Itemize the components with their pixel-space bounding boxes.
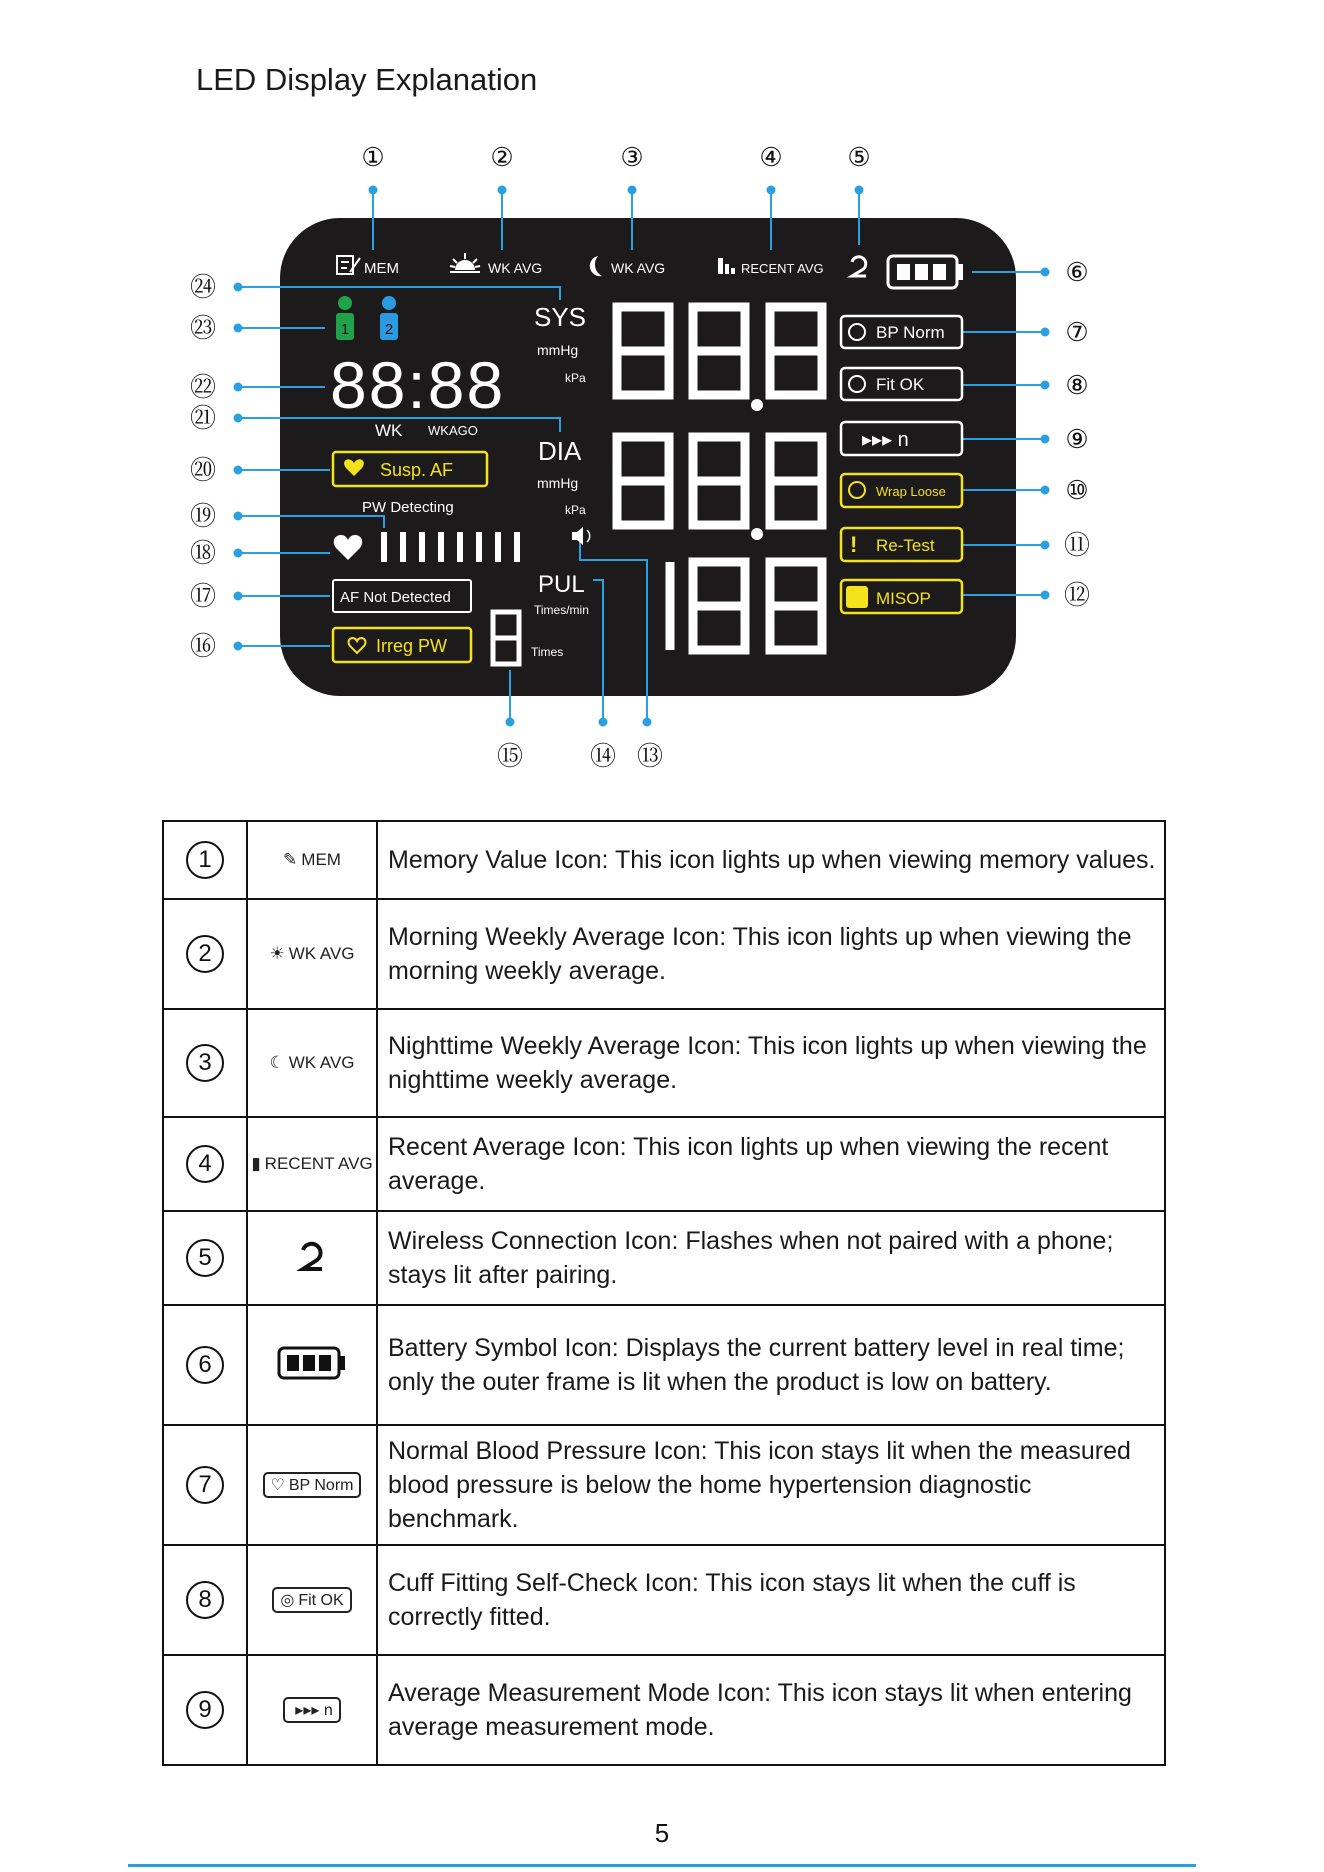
susp-af-label: Susp. AF <box>380 460 454 480</box>
exclamation-icon: ! <box>850 532 858 557</box>
legend-row <box>163 1545 1165 1655</box>
legend-number-cell <box>163 1425 247 1545</box>
legend-number-cell <box>163 899 247 1009</box>
legend-icon-cell <box>247 821 377 899</box>
pw-detecting-label: PW Detecting <box>362 499 454 516</box>
legend-row <box>163 1009 1165 1117</box>
callout-17: ⑰ <box>189 581 217 611</box>
legend-number-cell <box>163 1305 247 1425</box>
legend-table <box>162 820 1166 1766</box>
led-display-diagram <box>0 0 1324 800</box>
fit-ok-label: Fit OK <box>876 375 925 394</box>
wk-label: WK <box>375 421 403 440</box>
wk-night-label: WK AVG <box>611 260 666 276</box>
callout-13: ⑬ <box>636 741 664 771</box>
legend-icon-label: MEM <box>301 850 341 869</box>
sys-unit-kpa: kPa <box>565 371 586 385</box>
legend-description: Average Measurement Mode Icon: This icon stays lit when entering average measurement mode. <box>377 1655 1165 1765</box>
legend-number: 7 <box>186 1466 224 1504</box>
legend-number: 5 <box>186 1239 224 1277</box>
legend-description: Normal Blood Pressure Icon: This icon stays lit when the measured blood pressure is below the home hypertension diagnostic benchmark. <box>377 1425 1165 1545</box>
legend-row <box>163 1425 1165 1545</box>
legend-number-cell <box>163 1117 247 1211</box>
user-1-number: 1 <box>340 321 350 338</box>
legend-icon-label: BP Norm <box>288 1477 354 1494</box>
legend-number: 3 <box>186 1044 224 1082</box>
dia-label: DIA <box>538 436 582 466</box>
bp-norm-label: BP Norm <box>876 323 945 342</box>
wkago-label: WKAGO <box>428 423 478 438</box>
callout-4: ④ <box>759 142 783 172</box>
legend-description: Cuff Fitting Self-Check Icon: This icon stays lit when the cuff is correctly fitted. <box>377 1545 1165 1655</box>
legend-row <box>163 1655 1165 1765</box>
clock-digits: 88:88 <box>330 348 506 422</box>
legend-number: 9 <box>186 1691 224 1729</box>
sunrise-icon: ☀ <box>269 944 285 963</box>
legend-description: Battery Symbol Icon: Displays the current battery level in real time; only the outer frame is lit when the product is low on battery. <box>377 1305 1165 1425</box>
legend-icon-cell <box>247 1009 377 1117</box>
legend-description: Morning Weekly Average Icon: This icon lights up when viewing the morning weekly average. <box>377 899 1165 1009</box>
wk-morning-label: WK AVG <box>488 260 543 276</box>
legend-number: 4 <box>186 1145 224 1183</box>
misop-label: MISOP <box>876 589 931 608</box>
legend-icon-box <box>263 1472 362 1498</box>
legend-number: 1 <box>186 841 224 879</box>
callout-3: ③ <box>620 142 644 172</box>
callout-14: ⑭ <box>589 741 617 771</box>
recent-avg-label: RECENT AVG <box>741 261 824 276</box>
callout-2: ② <box>490 142 514 172</box>
legend-icon-cell <box>247 1117 377 1211</box>
legend-number: 2 <box>186 935 224 973</box>
legend-icon-label: ▸▸▸ n <box>295 1702 333 1719</box>
callout-9: ⑨ <box>1065 424 1089 454</box>
callout-7: ⑦ <box>1065 317 1089 347</box>
irreg-pw-label: Irreg PW <box>376 636 448 656</box>
sys-unit-mmhg: mmHg <box>537 342 579 358</box>
moon-icon: ☾ <box>269 1053 285 1072</box>
page-number: 5 <box>654 1818 670 1848</box>
legend-icon-cell <box>247 1211 377 1305</box>
bar-chart-icon: ▮ <box>251 1154 261 1173</box>
legend-icon-cell <box>247 1545 377 1655</box>
legend-icon-label: RECENT AVG <box>264 1154 373 1173</box>
callout-21: ㉑ <box>189 403 217 433</box>
callout-11: ⑪ <box>1063 530 1091 560</box>
dia-unit-kpa: kPa <box>565 503 586 517</box>
callout-10: ⑩ <box>1065 475 1089 505</box>
callout-8: ⑧ <box>1065 370 1089 400</box>
wrap-loose-label: Wrap Loose <box>876 484 946 499</box>
pul-label: PUL <box>538 571 585 598</box>
legend-row <box>163 899 1165 1009</box>
legend-icon-label: Fit OK <box>298 1592 344 1609</box>
legend-icon-label: WK AVG <box>288 944 355 963</box>
legend-number-cell <box>163 1655 247 1765</box>
legend-icon-box <box>272 1587 351 1613</box>
callout-15: ⑮ <box>496 741 524 771</box>
sys-label: SYS <box>534 302 587 332</box>
times-label: Times <box>531 645 564 659</box>
user-1-icon <box>336 296 354 340</box>
legend-icon-cell <box>247 899 377 1009</box>
footer-rule <box>128 1864 1196 1867</box>
callout-16: ⑯ <box>189 631 217 661</box>
legend-description: Memory Value Icon: This icon lights up when viewing memory values. <box>377 821 1165 899</box>
callout-12: ⑫ <box>1063 580 1091 610</box>
legend-description: Nighttime Weekly Average Icon: This icon lights up when viewing the nighttime weekly average. <box>377 1009 1165 1117</box>
legend-icon-box <box>283 1697 340 1723</box>
callout-23: ㉓ <box>189 313 217 343</box>
legend-row <box>163 1211 1165 1305</box>
af-not-detected-label: AF Not Detected <box>340 589 451 606</box>
re-test-label: Re-Test <box>876 536 935 555</box>
legend-description: Wireless Connection Icon: Flashes when not paired with a phone; stays lit after pairing. <box>377 1211 1165 1305</box>
callout-18: ⑱ <box>189 538 217 568</box>
user-2-icon <box>380 296 398 340</box>
legend-icon-cell <box>247 1305 377 1425</box>
battery-icon <box>276 1367 348 1386</box>
legend-icon-cell <box>247 1655 377 1765</box>
callout-6: ⑥ <box>1065 257 1089 287</box>
wireless-icon <box>295 1261 329 1280</box>
legend-number: 6 <box>186 1346 224 1384</box>
callout-20: ⑳ <box>189 455 217 485</box>
misop-person-icon <box>846 586 868 608</box>
avg-mode-label: ▸▸▸ n <box>862 429 909 451</box>
legend-row <box>163 1305 1165 1425</box>
dia-unit-mmhg: mmHg <box>537 475 579 491</box>
page-title: LED Display Explanation <box>196 62 538 97</box>
legend-row <box>163 1117 1165 1211</box>
legend-description: Recent Average Icon: This icon lights up when viewing the recent average. <box>377 1117 1165 1211</box>
bp-norm-icon: ♡ <box>270 1477 285 1494</box>
legend-number-cell <box>163 821 247 899</box>
callout-5: ⑤ <box>847 142 871 172</box>
times-min-label: Times/min <box>534 603 589 617</box>
mem-label: MEM <box>364 260 399 277</box>
legend-row <box>163 821 1165 899</box>
callout-19: ⑲ <box>189 501 217 531</box>
legend-number-cell <box>163 1211 247 1305</box>
user-2-number: 2 <box>384 321 394 338</box>
legend-icon-cell <box>247 1425 377 1545</box>
legend-number-cell <box>163 1009 247 1117</box>
legend-icon-label: WK AVG <box>288 1053 355 1072</box>
callout-24: ㉔ <box>189 272 217 302</box>
fit-ok-icon: ◎ <box>280 1592 295 1609</box>
callout-1: ① <box>361 142 385 172</box>
memo-icon: ✎ <box>283 850 298 869</box>
callout-22: ㉒ <box>189 372 217 402</box>
legend-number: 8 <box>186 1581 224 1619</box>
legend-number-cell <box>163 1545 247 1655</box>
